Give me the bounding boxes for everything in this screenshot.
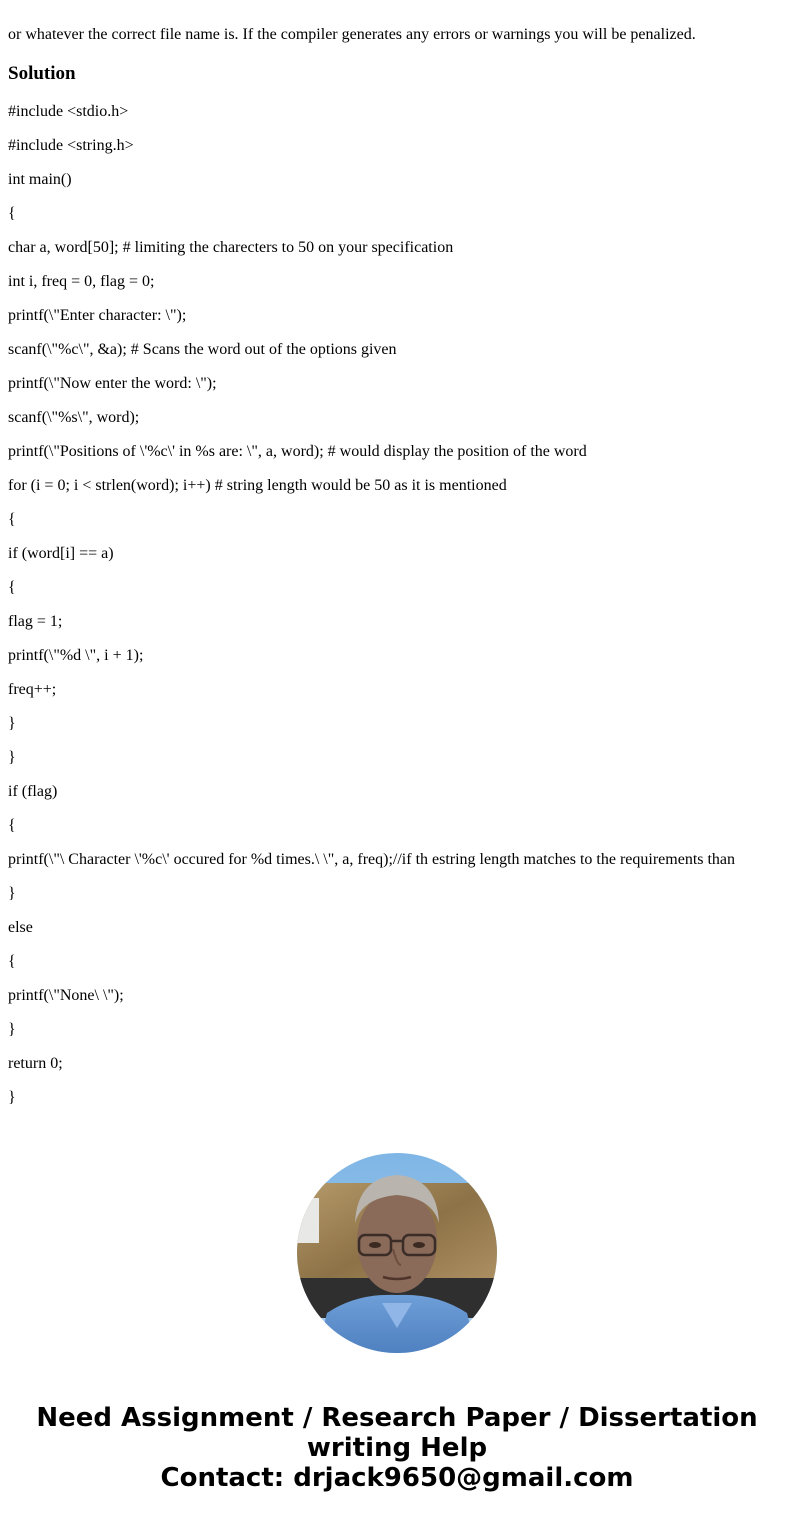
code-line: #include <stdio.h> bbox=[8, 103, 129, 120]
code-line: printf(\"\ Character \'%c\' occured for %d times.\ \", a, freq);//if th estring length matches to the requirements than bbox=[8, 851, 736, 868]
code-line: else bbox=[8, 919, 33, 936]
solution-heading: Solution bbox=[8, 63, 76, 84]
contact-banner bbox=[0, 1403, 794, 1493]
contact-banner-line1: Need Assignment / Research Paper / Dissertation bbox=[36, 1403, 758, 1433]
code-line: printf(\"%d \", i + 1); bbox=[8, 647, 144, 664]
code-line: printf(\"Enter character: \"); bbox=[8, 307, 187, 324]
code-line: printf(\"Now enter the word: \"); bbox=[8, 375, 217, 392]
code-line: int i, freq = 0, flag = 0; bbox=[8, 273, 155, 290]
code-line: if (flag) bbox=[8, 783, 58, 800]
code-line: } bbox=[8, 885, 16, 902]
author-avatar bbox=[297, 1153, 497, 1353]
author-photo-icon bbox=[297, 1153, 497, 1353]
code-line: printf(\"None\ \"); bbox=[8, 987, 124, 1004]
code-line: { bbox=[8, 953, 16, 970]
code-line: flag = 1; bbox=[8, 613, 63, 630]
code-line: } bbox=[8, 715, 16, 732]
contact-banner-line2: writing Help bbox=[306, 1433, 488, 1463]
code-line: #include <string.h> bbox=[8, 137, 134, 154]
code-line: scanf(\"%s\", word); bbox=[8, 409, 140, 426]
code-line: char a, word[50]; # limiting the charecters to 50 on your specification bbox=[8, 239, 454, 256]
code-line: { bbox=[8, 817, 16, 834]
code-line: } bbox=[8, 1089, 16, 1106]
code-line: if (word[i] == a) bbox=[8, 545, 114, 562]
code-line: } bbox=[8, 749, 16, 766]
code-line: freq++; bbox=[8, 681, 57, 698]
contact-email: Contact: drjack9650@gmail.com bbox=[160, 1463, 634, 1493]
code-line: printf(\"Positions of \'%c\' in %s are: \", a, word); # would display the position of the word bbox=[8, 443, 587, 460]
code-line: scanf(\"%c\", &a); # Scans the word out of the options given bbox=[8, 341, 397, 358]
code-line: { bbox=[8, 511, 16, 528]
code-line: { bbox=[8, 205, 16, 222]
code-listing bbox=[8, 102, 735, 1122]
code-line: return 0; bbox=[8, 1055, 63, 1072]
code-line: int main() bbox=[8, 171, 72, 188]
code-line: for (i = 0; i < strlen(word); i++) # string length would be 50 as it is mentioned bbox=[8, 477, 507, 494]
code-line: } bbox=[8, 1021, 16, 1038]
code-line: { bbox=[8, 579, 16, 596]
intro-text: or whatever the correct file name is. If the compiler generates any errors or warnings you will be penalized. bbox=[8, 26, 696, 43]
